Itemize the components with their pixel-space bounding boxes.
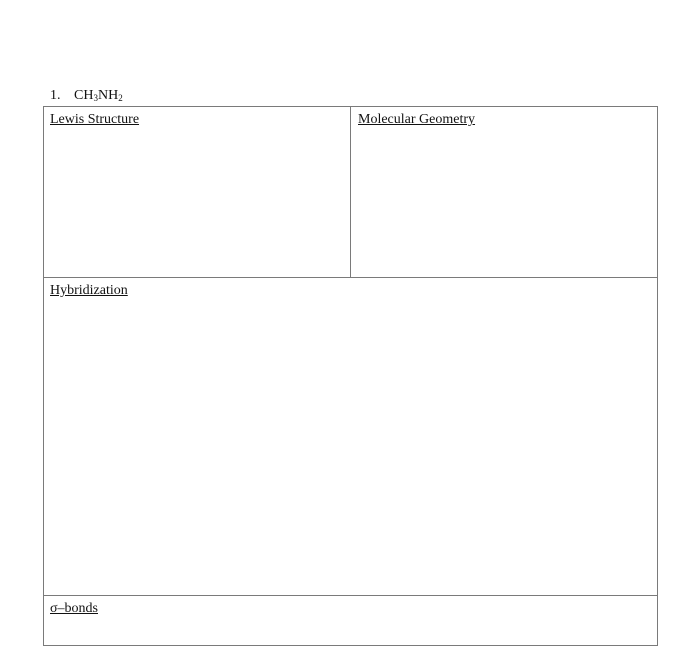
hybridization-label: Hybridization: [50, 283, 128, 298]
sigma-bonds-cell[interactable]: [44, 596, 657, 656]
question-heading: [50, 88, 123, 106]
sigma-bonds-label: σ–bonds: [50, 601, 98, 616]
hybridization-cell[interactable]: [44, 278, 657, 596]
lewis-structure-cell[interactable]: [44, 107, 351, 278]
molecular-geometry-cell[interactable]: [351, 107, 657, 278]
formula-subscript: 2: [118, 93, 123, 103]
lewis-structure-label: Lewis Structure: [50, 112, 140, 127]
formula-part: NH: [97, 88, 119, 103]
formula-subscript: 3: [93, 93, 98, 103]
answer-table: [43, 106, 658, 646]
molecular-formula: [74, 88, 123, 103]
molecular-geometry-label: Molecular Geometry: [358, 112, 476, 127]
question-number: 1.: [50, 88, 61, 103]
formula-part: CH: [74, 88, 94, 103]
